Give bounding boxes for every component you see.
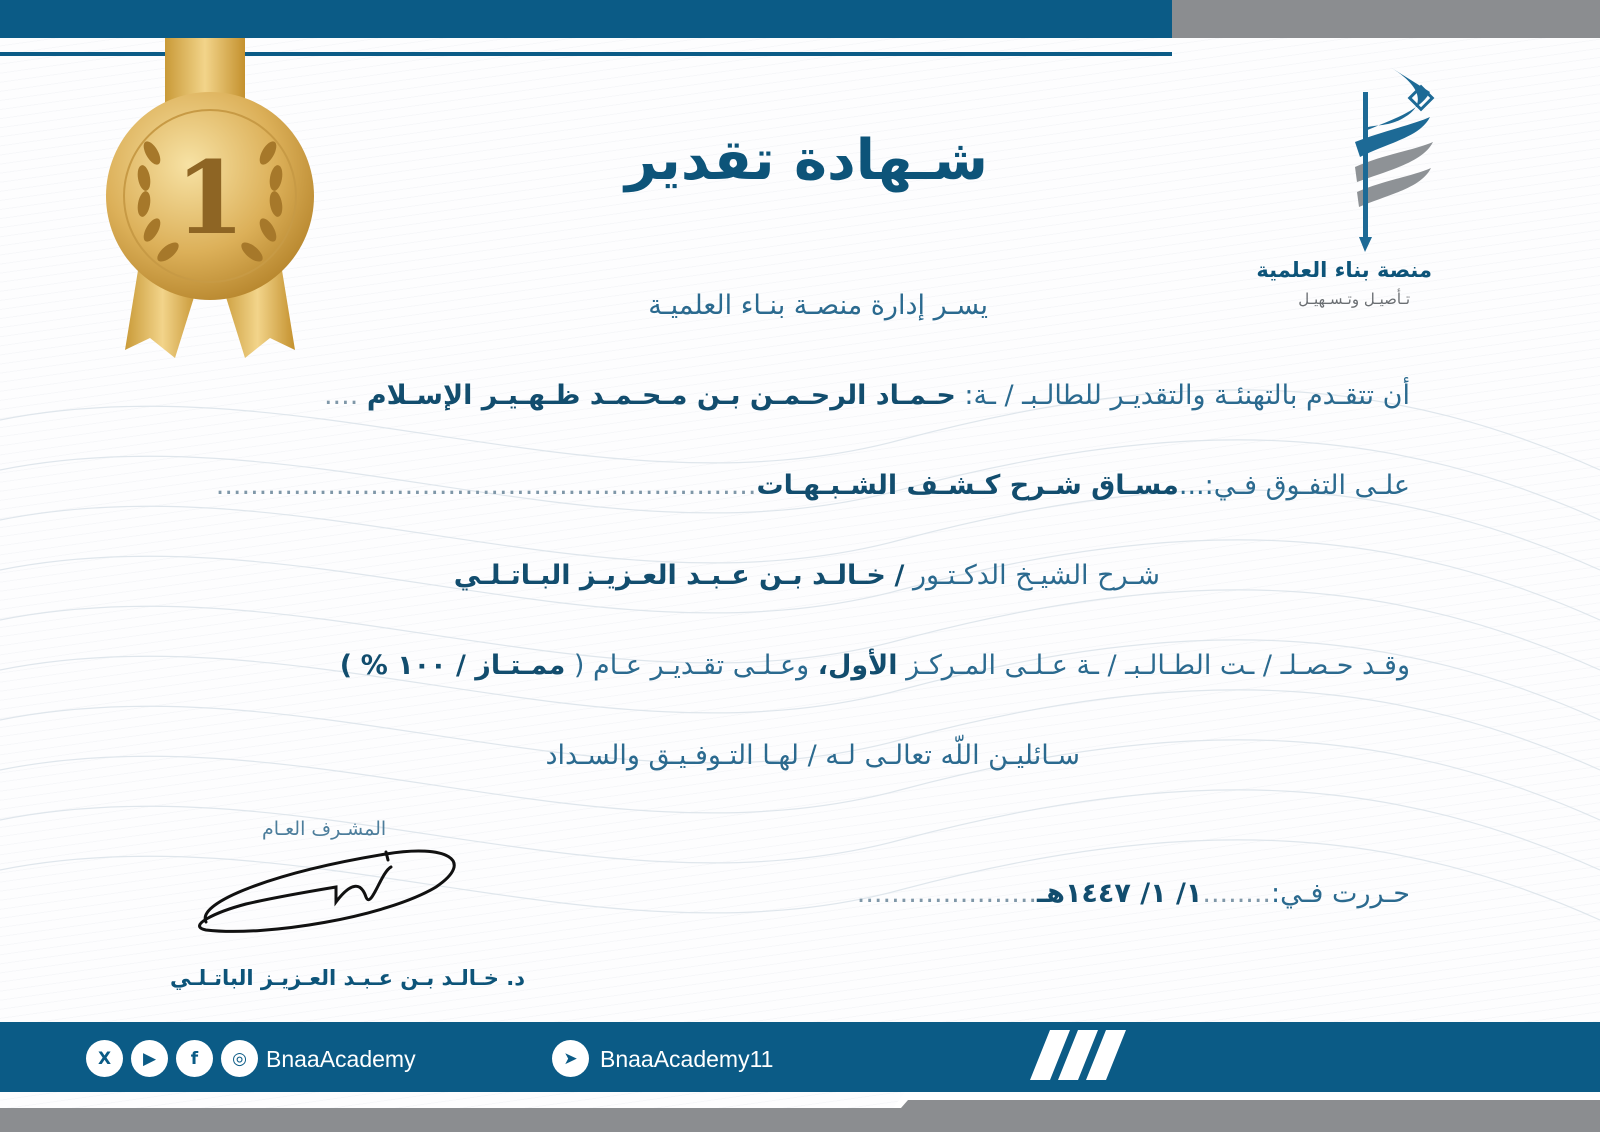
dots: .....................	[856, 878, 1037, 909]
youtube-icon[interactable]: ▶	[131, 1040, 168, 1077]
rank-text: وقـد حـصـلـ / ـت الطـالـبـ / ـة عـلـى المـركـز	[906, 650, 1410, 681]
congrats-line	[324, 380, 1410, 411]
instagram-icon[interactable]: ◎	[221, 1040, 258, 1077]
slash: /	[894, 560, 905, 591]
explained-line	[454, 560, 1160, 591]
dots: ...............................................................	[215, 470, 757, 501]
intro-line: يسـر إدارة منصـة بنـاء العلميـة	[648, 290, 988, 321]
top-gray-band	[1172, 0, 1600, 38]
facebook-icon[interactable]: f	[176, 1040, 213, 1077]
telegram-handle[interactable]: BnaaAcademy11	[600, 1046, 774, 1072]
certificate-title: شـهادة تقدير	[624, 128, 988, 193]
grade-close: )	[339, 650, 353, 681]
bnaa-logo-icon	[1335, 62, 1445, 252]
date-line	[857, 878, 1410, 909]
top-blue-band	[0, 0, 1172, 38]
course-name: مسـاق شـرح كـشـف الشـبـهـات	[756, 470, 1179, 501]
excellence-text: علـى التفـوق فـي:...	[1178, 470, 1410, 501]
gold-medal-icon	[100, 38, 330, 368]
logo-tagline: تـأصيـل وتـسـهيـل	[1298, 290, 1410, 308]
svg-text:1: 1	[175, 139, 245, 257]
grade: ممـتـاز / ١٠٠ %	[360, 650, 566, 681]
explained-text: شـرح الشيـخ الدكـتـور	[912, 560, 1160, 591]
excellence-line	[216, 470, 1410, 501]
social-icons	[86, 1040, 258, 1077]
supervisor-name: د. خـالـد بـن عـبـد العـزيـز الباتـلـي	[170, 966, 525, 990]
social-handle[interactable]: BnaaAcademy	[266, 1046, 416, 1072]
dots: ........	[1202, 878, 1272, 909]
supervisor-title: المشـرف العـام	[262, 818, 387, 840]
rank-place: الأول،	[817, 650, 898, 681]
rank-line	[340, 650, 1410, 681]
logo-name: منصة بناء العلمية	[1256, 258, 1432, 282]
doctor-name: خـالـد بـن عـبـد العـزيـز البـاتـلـي	[453, 560, 886, 591]
date-value: ١/ ١/ ١٤٤٧هـ	[1036, 878, 1203, 909]
signature-icon	[186, 842, 476, 952]
footer-gray-band	[0, 1108, 1600, 1132]
x-icon[interactable]: X	[86, 1040, 123, 1077]
date-label: حـررت فـي:	[1271, 878, 1410, 909]
student-name: حـمـاد الرحـمـن بـن مـحـمـد ظـهـيـر الإسـلام	[366, 380, 956, 411]
dots: ....	[323, 380, 359, 411]
congrats-text: أن تتقـدم بالتهنئـة والتقديـر للطالـبـ / ـة:	[964, 380, 1410, 411]
prayer-line: سـائليـن اللّه تعالـى لـه / لهـا التـوفـيـق والسـداد	[545, 740, 1080, 771]
telegram-icon[interactable]: ➤	[552, 1040, 589, 1077]
rank-text-2: وعـلـى تقـديـر عـام (	[573, 650, 810, 681]
